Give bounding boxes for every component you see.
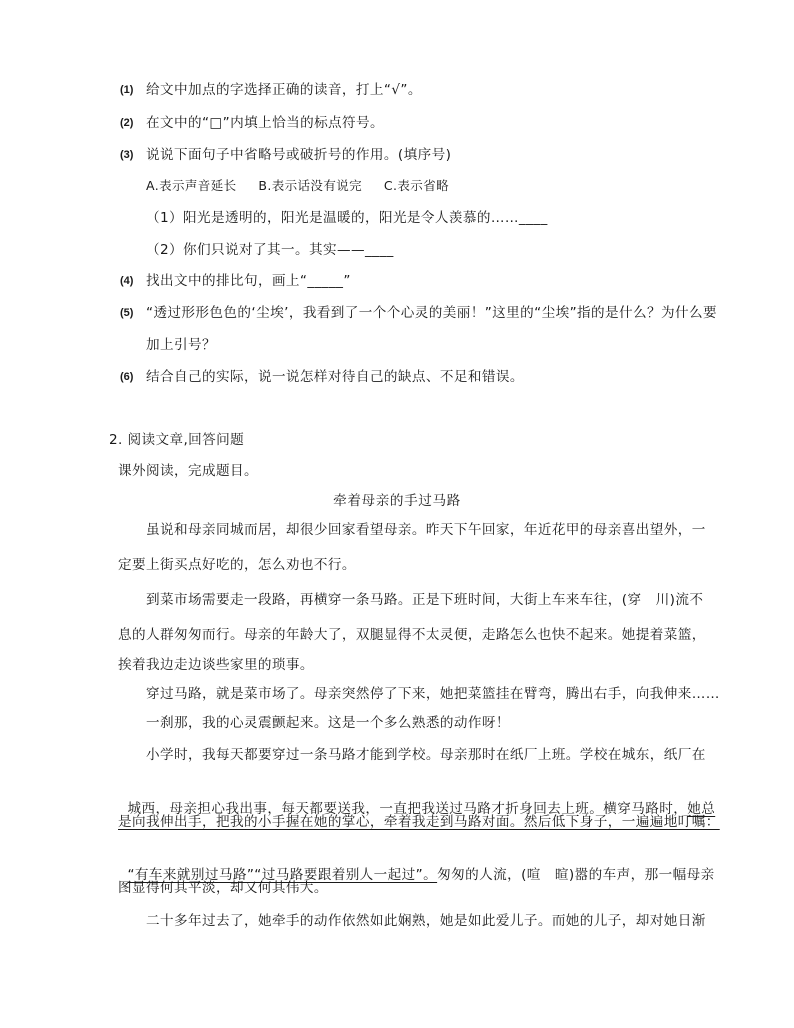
article-line-end: 匆匆的人流，(喧 暄)嚣的车声，那一幅母亲: [437, 867, 715, 883]
q2-heading: 2. 阅读文章,回答问题: [109, 432, 245, 448]
article-line-start: 城西，母亲担心我出事，每天都要送我，一直把我送过马路才折身回去上班。横穿马路时，: [127, 801, 688, 817]
article-line: 一刹那，我的心灵震颤起来。这是一个多么熟悉的动作呀！: [146, 715, 510, 731]
article-title: 牵着母亲的手过马路: [333, 493, 461, 509]
underlined-article-line: 是向我伸出手，把我的小手握在她的掌心，牵着我走到马路对面。然后低下身子，一遍遍地叮嘱：: [118, 814, 720, 830]
article-line: 虽说和母亲同城而居，却很少回家看望母亲。昨天下午回家，年近花甲的母亲喜出望外，一: [146, 522, 706, 538]
q1-item5-text-line2: 加上引号？: [146, 337, 216, 353]
q1-sub2: （2）你们只说对了其一。其实——____: [146, 242, 394, 258]
q1-item1-text: 给文中加点的字选择正确的读音，打上“√”。: [146, 82, 422, 98]
q1-item3-number: (3): [120, 149, 134, 161]
q1-item2-text: 在文中的“□”内填上恰当的标点符号。: [146, 115, 385, 131]
article-line: 图显得何其平淡，却又何其伟大。: [118, 880, 328, 896]
q1-item6-number: (6): [120, 371, 134, 383]
q1-item4-number: (4): [120, 275, 134, 287]
q1-item6-text: 结合自己的实际，说一说怎样对待自己的缺点、不足和错误。: [146, 369, 524, 385]
article-line: 小学时，我每天都要穿过一条马路才能到学校。母亲那时在纸厂上班。学校在城东，纸厂在: [146, 747, 706, 763]
q2-instruction: 课外阅读，完成题目。: [118, 463, 258, 479]
article-line: 息的人群匆匆而行。母亲的年龄大了，双腿显得不太灵便，走路怎么也快不起来。她提着菜篮，: [118, 627, 706, 643]
underlined-quote: “有车来就别过马路”“过马路要跟着别人一起过”。: [127, 867, 438, 883]
article-line: 定要上街买点好吃的，怎么劝也不行。: [118, 557, 356, 573]
q1-item5-text-line1: “透过形形色色的‘尘埃’，我看到了一个个心灵的美丽！”这里的“尘埃”指的是什么？为什么要: [146, 305, 717, 321]
q1-item1-number: (1): [120, 84, 134, 96]
article-line: 挨着我边走边谈些家里的琐事。: [118, 657, 314, 673]
underlined-phrase: 她总: [687, 801, 716, 817]
q1-sub1: （1）阳光是透明的，阳光是温暖的，阳光是令人羡慕的……____: [146, 210, 548, 226]
q1-item3-text: 说说下面句子中省略号或破折号的作用。(填序号): [146, 147, 452, 163]
article-line: 二十多年过去了，她牵手的动作依然如此娴熟，她是如此爱儿子。而她的儿子，却对她日渐: [146, 913, 706, 929]
q1-options: A.表示声音延长 B.表示话没有说完 C.表示省略: [146, 178, 449, 193]
article-line: 穿过马路，就是菜市场了。母亲突然停了下来，她把菜篮挂在臂弯，腾出右手，向我伸来……: [146, 686, 720, 702]
q1-item5-number: (5): [120, 307, 134, 319]
article-line: 到菜市场需要走一段路，再横穿一条马路。正是下班时间，大街上车来车往，(穿 川)流不: [146, 592, 704, 608]
q1-item2-number: (2): [120, 117, 134, 129]
q1-item4-text: 找出文中的排比句，画上“_____”: [146, 273, 351, 289]
